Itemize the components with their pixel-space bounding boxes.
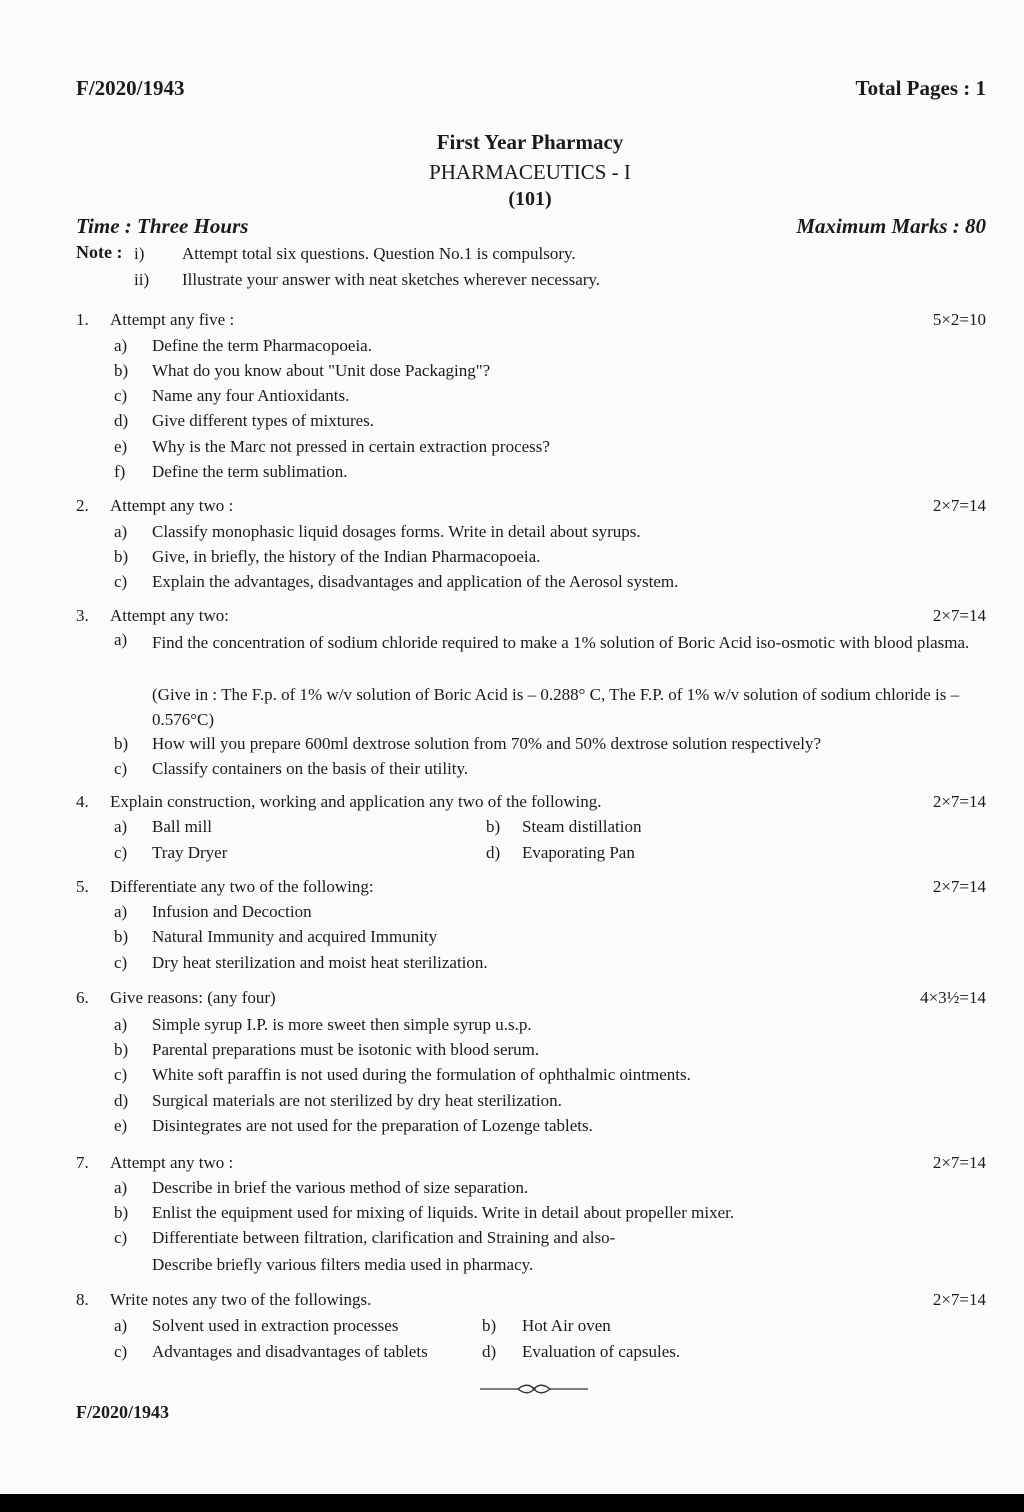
question-number: 4.	[76, 792, 89, 811]
sub-question-letter: b)	[114, 927, 129, 946]
sub-question-letter: b)	[114, 1040, 129, 1059]
sub-question-letter: b)	[114, 1203, 129, 1222]
question-number: 7.	[76, 1153, 89, 1172]
question-number: 3.	[76, 606, 89, 625]
sub-question-text: Evaporating Pan	[522, 843, 635, 862]
sub-question-text: Differentiate between filtration, clarification and Straining and also-	[152, 1228, 616, 1247]
sub-question-letter: a)	[114, 1015, 128, 1034]
paper-code: F/2020/1943	[76, 76, 185, 100]
question-marks: 2×7=14	[932, 1290, 986, 1309]
sub-question-letter: d)	[114, 1091, 129, 1110]
sub-question-text: How will you prepare 600ml dextrose solution from 70% and 50% dextrose solution respectively?	[152, 734, 821, 753]
sub-question-text: Enlist the equipment used for mixing of liquids. Write in detail about propeller mixer.	[152, 1203, 735, 1222]
question-text: Attempt any two :	[110, 1153, 234, 1172]
question-number: 1.	[76, 310, 89, 329]
sub-question-continuation: Describe briefly various filters media used in pharmacy.	[152, 1255, 534, 1274]
sub-question-text: Natural Immunity and acquired Immunity	[152, 927, 438, 946]
total-pages: Total Pages : 1	[855, 76, 986, 100]
sub-question-text: Define the term Pharmacopoeia.	[152, 336, 372, 355]
sub-question-letter: b)	[482, 1316, 497, 1335]
sub-question-text: Explain the advantages, disadvantages and application of the Aerosol system.	[152, 572, 679, 591]
question-text: Give reasons: (any four)	[110, 988, 276, 1007]
sub-question-letter: c)	[114, 1342, 128, 1361]
sub-question-text: Ball mill	[152, 817, 212, 836]
sub-question-letter: a)	[114, 630, 128, 649]
sub-question-letter: a)	[114, 522, 128, 541]
sub-question-letter: c)	[114, 1065, 128, 1084]
sub-question-text: Solvent used in extraction processes	[152, 1316, 399, 1335]
sub-question-text: Find the concentration of sodium chloride required to make a 1% solution of Boric Acid iso-osmotic with blood plasma.	[152, 633, 970, 652]
question-marks: 2×7=14	[932, 606, 986, 625]
sub-question-text: Give, in briefly, the history of the Indian Pharmacopoeia.	[152, 547, 541, 566]
sub-question-text: Surgical materials are not sterilized by dry heat sterilization.	[152, 1091, 562, 1110]
question-marks: 2×7=14	[932, 877, 986, 896]
sub-question-letter: c)	[114, 953, 128, 972]
sub-question-letter: b)	[114, 734, 129, 753]
question-marks: 4×3½=14	[920, 988, 986, 1007]
sub-question-text: Name any four Antioxidants.	[152, 386, 350, 405]
question-text: Write notes any two of the followings.	[110, 1290, 372, 1309]
sub-question-text: Define the term sublimation.	[152, 462, 348, 481]
sub-question-letter: c)	[114, 572, 128, 591]
sub-question-letter: c)	[114, 386, 128, 405]
time-allowed: Time : Three Hours	[76, 214, 249, 238]
sub-question-text: Infusion and Decoction	[152, 902, 312, 921]
sub-question-text: Simple syrup I.P. is more sweet then simple syrup u.s.p.	[152, 1015, 532, 1034]
sub-question-text: Describe in brief the various method of size separation.	[152, 1178, 529, 1197]
sub-question-letter: c)	[114, 759, 128, 778]
sub-question-letter: a)	[114, 817, 128, 836]
sub-question-text: White soft paraffin is not used during the formulation of ophthalmic ointments.	[152, 1065, 691, 1084]
note-item-text: Attempt total six questions. Question No.1 is compulsory.	[182, 244, 576, 263]
sub-question-text: Classify containers on the basis of their utility.	[152, 759, 469, 778]
sub-question-letter: a)	[114, 902, 128, 921]
footer-paper-code: F/2020/1943	[76, 1402, 169, 1422]
subject-code: (101)	[508, 188, 552, 210]
sub-question-letter: b)	[114, 361, 129, 380]
maximum-marks: Maximum Marks : 80	[796, 214, 986, 238]
sub-question-text: Hot Air oven	[522, 1316, 611, 1335]
sub-question-letter: e)	[114, 1116, 128, 1135]
note-item-text: Illustrate your answer with neat sketches wherever necessary.	[182, 270, 601, 289]
question-number: 5.	[76, 877, 89, 896]
sub-question-letter: a)	[114, 1316, 128, 1335]
bottom-edge-bar	[0, 1494, 1024, 1512]
question-text: Differentiate any two of the following:	[110, 877, 374, 896]
sub-question-text: Classify monophasic liquid dosages forms. Write in detail about syrups.	[152, 522, 641, 541]
sub-question-letter: d)	[114, 411, 129, 430]
question-text: Explain construction, working and application any two of the following.	[110, 792, 602, 811]
course-title: First Year Pharmacy	[436, 130, 624, 154]
sub-question-text: Give different types of mixtures.	[152, 411, 375, 430]
question-marks: 5×2=10	[932, 310, 986, 329]
sub-question-letter: b)	[486, 817, 501, 836]
question-marks: 2×7=14	[932, 1153, 986, 1172]
end-ornament-icon	[478, 1384, 590, 1394]
sub-question-text: Advantages and disadvantages of tablets	[152, 1342, 428, 1361]
question-number: 8.	[76, 1290, 89, 1309]
sub-question-letter: b)	[114, 547, 129, 566]
sub-question-letter: d)	[486, 843, 501, 862]
sub-question-letter: e)	[114, 437, 128, 456]
sub-question-text: Tray Dryer	[152, 843, 228, 862]
sub-question-text: Parental preparations must be isotonic with blood serum.	[152, 1040, 540, 1059]
sub-question-letter: d)	[482, 1342, 497, 1361]
question-text: Attempt any two :	[110, 496, 234, 515]
question-marks: 2×7=14	[932, 792, 986, 811]
question-text: Attempt any two:	[110, 606, 229, 625]
sub-question-letter: c)	[114, 1228, 128, 1247]
sub-question-text: Disintegrates are not used for the preparation of Lozenge tablets.	[152, 1116, 593, 1135]
sub-question-letter: a)	[114, 336, 128, 355]
sub-question-text: Steam distillation	[522, 817, 642, 836]
sub-question-letter: a)	[114, 1178, 128, 1197]
sub-question-note: (Give in : The F.p. of 1% w/v solution of Boric Acid is – 0.288° C, The F.P. of 1% w/v solution of sodium chloride is – 0.576°C)	[152, 685, 960, 729]
question-number: 6.	[76, 988, 89, 1007]
question-text: Attempt any five :	[110, 310, 235, 329]
note-item-number: i)	[134, 244, 145, 263]
sub-question-text: Evaluation of capsules.	[522, 1342, 681, 1361]
sub-question-text: Why is the Marc not pressed in certain extraction process?	[152, 437, 550, 456]
sub-question-text: What do you know about "Unit dose Packaging"?	[152, 361, 491, 380]
sub-question-letter: c)	[114, 843, 128, 862]
note-item-number: ii)	[134, 270, 150, 289]
question-number: 2.	[76, 496, 89, 515]
sub-question-letter: f)	[114, 462, 126, 481]
note-label: Note :	[76, 242, 123, 262]
question-marks: 2×7=14	[932, 496, 986, 515]
subject-title: PHARMACEUTICS - I	[429, 160, 631, 184]
sub-question-text: Dry heat sterilization and moist heat sterilization.	[152, 953, 488, 972]
